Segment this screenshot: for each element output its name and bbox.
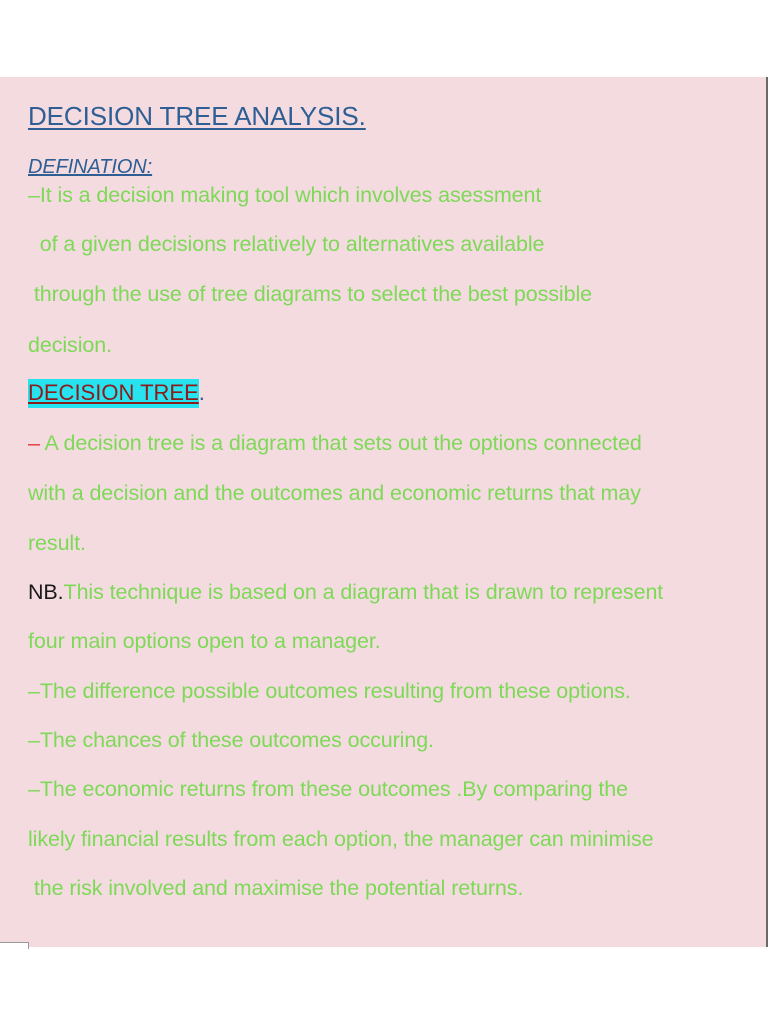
tree-line-3: result. [28, 531, 86, 555]
document-title: DECISION TREE ANALYSIS. [28, 101, 366, 131]
nb-line [28, 580, 663, 605]
definition-heading: DEFINATION: [28, 156, 153, 178]
decision-tree-heading-period: . [198, 380, 205, 405]
nb-line-6: likely financial results from each option, the manager can minimise [28, 827, 654, 851]
tree-line-1-text: A decision tree is a diagram that sets out the options connected [44, 431, 642, 455]
document-page [0, 77, 768, 947]
nb-line-3: –The difference possible outcomes resulting from these options. [28, 679, 631, 703]
decision-tree-heading [28, 380, 205, 412]
nb-line-2: four main options open to a manager. [28, 629, 381, 653]
nb-line-7: the risk involved and maximise the potential returns. [28, 876, 524, 900]
tree-line-1 [28, 431, 642, 456]
definition-line-2: of a given decisions relatively to alternatives available [28, 232, 545, 256]
tree-line-2: with a decision and the outcomes and economic returns that may [28, 481, 641, 505]
nb-text: This technique is based on a diagram that is drawn to represent [63, 580, 664, 604]
definition-line-3: through the use of tree diagrams to select the best possible [28, 282, 592, 306]
nb-label: NB. [28, 580, 64, 604]
definition-line-4: decision. [28, 333, 112, 357]
definition-line-1: –It is a decision making tool which involves asessment [28, 183, 542, 207]
page-corner-marker [0, 942, 29, 949]
nb-line-4: –The chances of these outcomes occuring. [28, 728, 434, 752]
red-dash: – [28, 431, 45, 455]
nb-line-5: –The economic returns from these outcomes .By comparing the [28, 777, 628, 801]
decision-tree-heading-text: DECISION TREE [28, 379, 199, 408]
